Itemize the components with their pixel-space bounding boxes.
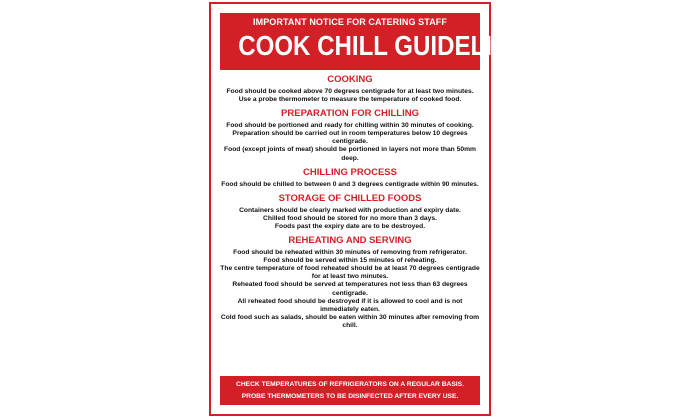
- section-chilling-process: [220, 166, 480, 189]
- guideline-text: Food should be cooked above 70 degrees centigrade for at least two minutes.: [226, 88, 474, 95]
- guideline-text: Food (except joints of meat) should be portioned in layers not more than 50mm deep.: [224, 146, 476, 162]
- guideline-text: All reheated food should be destroyed if it is allowed to cool and is not immediately eaten.: [237, 297, 463, 313]
- section-body: [220, 181, 480, 189]
- section-heading: COOKING: [327, 74, 373, 85]
- section-body: [220, 249, 480, 330]
- cook-chill-sign: [209, 2, 542, 416]
- notice-subtitle: IMPORTANT NOTICE FOR CATERING STAFF: [253, 17, 447, 27]
- section-body: [220, 207, 480, 231]
- guideline-text: Reheated food should be served at temperatures not less than 63 degrees centigrade.: [232, 281, 468, 297]
- section-cooking: [220, 73, 480, 104]
- guideline-text: Foods past the expiry date are to be destroyed.: [274, 222, 426, 230]
- section-storage-of-chilled-foods: [220, 192, 480, 231]
- guideline-text: The centre temperature of food reheated should be at least 70 degrees centigrade for at least two minutes.: [220, 265, 480, 281]
- guideline-text: Chilled food should be stored for no more than 3 days.: [263, 214, 437, 222]
- section-heading: PREPARATION FOR CHILLING: [281, 108, 419, 120]
- guideline-text: Preparation should be carried out in room temperatures below 10 degrees centigrade.: [232, 130, 468, 146]
- guideline-text: Use a probe thermometer to measure the temperature of cooked food.: [238, 96, 462, 104]
- guidelines-content: [220, 70, 480, 371]
- sign-inner: [214, 7, 542, 411]
- sign-title: COOK CHILL GUIDELINES: [238, 30, 542, 61]
- footer-banner: [220, 376, 480, 405]
- section-heading: CHILLING PROCESS: [303, 166, 397, 178]
- footer-line: CHECK TEMPERATURES OF REFRIGERATORS ON A REGULAR BASIS.: [235, 381, 464, 388]
- section-body: [220, 122, 480, 162]
- header-banner: [220, 13, 542, 70]
- guideline-text: Cold food such as salads, should be eaten within 30 minutes after removing from chill.: [220, 313, 480, 329]
- guideline-text: Containers should be clearly marked with production and expiry date.: [239, 206, 461, 214]
- guideline-text: Food should be reheated within 30 minutes of removing from refrigerator.: [233, 249, 467, 257]
- footer-line: PROBE THERMOMETERS TO BE DISINFECTED AFTER EVERY USE.: [241, 392, 459, 400]
- section-body: [220, 88, 480, 104]
- section-heading: REHEATING AND SERVING: [288, 235, 412, 247]
- guideline-text: Food should be portioned and ready for chilling within 30 minutes of cooking.: [226, 122, 474, 130]
- section-heading: STORAGE OF CHILLED FOODS: [278, 192, 422, 204]
- guideline-text: Food should be chilled to between 0 and 3 degrees centigrade within 90 minutes.: [221, 180, 479, 188]
- section-preparation-for-chilling: [220, 107, 480, 162]
- section-reheating-and-serving: [220, 234, 480, 330]
- guideline-text: Food should be served within 15 minutes of reheating.: [263, 257, 437, 265]
